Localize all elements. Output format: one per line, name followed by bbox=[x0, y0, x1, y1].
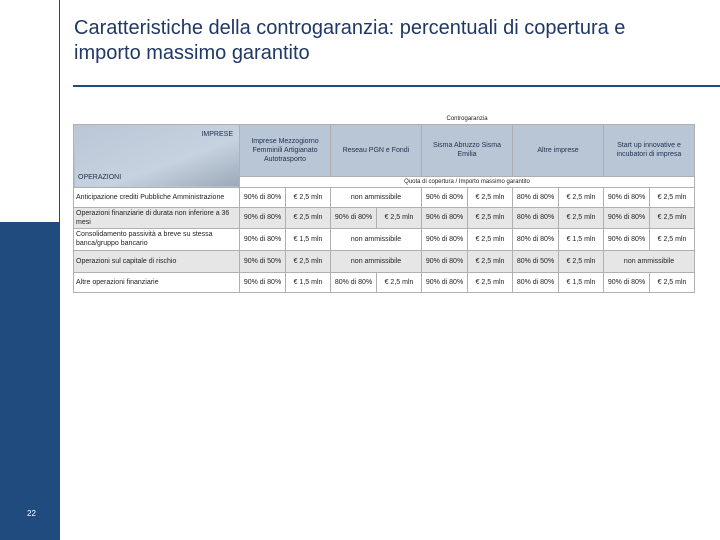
table-cell: 80% di 80% bbox=[331, 272, 377, 292]
table-cell: 90% di 80% bbox=[240, 207, 286, 228]
row-label: Anticipazione crediti Pubbliche Amministrazione bbox=[74, 187, 240, 207]
column-header: Sisma Abruzzo Sisma Emilia bbox=[422, 124, 513, 176]
row-label: Consolidamento passività a breve su stessa banca/gruppo bancario bbox=[74, 228, 240, 250]
table-cell: € 2,5 mln bbox=[377, 207, 422, 228]
table-cell: 80% di 80% bbox=[513, 187, 559, 207]
sidebar-bottom-panel bbox=[0, 222, 60, 540]
table-cell: 90% di 80% bbox=[604, 272, 650, 292]
table-cell: € 2,5 mln bbox=[559, 187, 604, 207]
table-top-spacer bbox=[74, 115, 240, 124]
table-subheader: Quota di copertura / Importo massimo garantito bbox=[240, 176, 695, 187]
table-group-header: Controgaranzia bbox=[240, 115, 695, 124]
table-cell: 80% di 80% bbox=[513, 228, 559, 250]
table-cell: 90% di 80% bbox=[604, 207, 650, 228]
table-cell: 90% di 80% bbox=[422, 187, 468, 207]
column-header: Reseau PGN e Fondi bbox=[331, 124, 422, 176]
row-label: Operazioni finanziarie di durata non inferiore a 36 mesi bbox=[74, 207, 240, 228]
column-header: Imprese Mezzogiorno Femminili Artigianato Autotrasporto bbox=[240, 124, 331, 176]
table-cell: 80% di 80% bbox=[513, 272, 559, 292]
table-cell: non ammissibile bbox=[331, 250, 422, 272]
table-cell: 90% di 80% bbox=[331, 207, 377, 228]
row-label: Operazioni sul capitale di rischio bbox=[74, 250, 240, 272]
table-cell: 90% di 80% bbox=[422, 272, 468, 292]
table-cell: € 2,5 mln bbox=[650, 187, 695, 207]
table-cell: € 2,5 mln bbox=[468, 250, 513, 272]
table-cell: 90% di 50% bbox=[240, 250, 286, 272]
table-cell: € 2,5 mln bbox=[468, 272, 513, 292]
table-cell: 90% di 80% bbox=[240, 187, 286, 207]
table-cell: € 2,5 mln bbox=[650, 228, 695, 250]
corner-label-imprese: IMPRESE bbox=[201, 130, 233, 138]
table-cell: 90% di 80% bbox=[604, 187, 650, 207]
table-cell: non ammissibile bbox=[331, 228, 422, 250]
table-cell: 80% di 80% bbox=[513, 207, 559, 228]
corner-label-operazioni: OPERAZIONI bbox=[78, 173, 122, 181]
table-cell: non ammissibile bbox=[604, 250, 695, 272]
table-cell: € 2,5 mln bbox=[650, 207, 695, 228]
column-header: Start up innovative e incubatori di impresa bbox=[604, 124, 695, 176]
table-cell: 90% di 80% bbox=[240, 228, 286, 250]
title-underline bbox=[73, 85, 720, 87]
slide-title: Caratteristiche della controgaranzia: percentuali di copertura e importo massimo garantito bbox=[74, 17, 626, 64]
column-header: Altre imprese bbox=[513, 124, 604, 176]
table-cell: € 1,5 mln bbox=[286, 272, 331, 292]
sidebar-top-panel bbox=[0, 0, 60, 222]
table-cell: non ammissibile bbox=[331, 187, 422, 207]
table-cell: € 2,5 mln bbox=[286, 187, 331, 207]
table-cell: 90% di 80% bbox=[604, 228, 650, 250]
row-label: Altre operazioni finanziarie bbox=[74, 272, 240, 292]
table-cell: 90% di 80% bbox=[422, 228, 468, 250]
table-cell: € 2,5 mln bbox=[468, 207, 513, 228]
table-cell: € 2,5 mln bbox=[286, 250, 331, 272]
table-cell: € 2,5 mln bbox=[559, 207, 604, 228]
table-cell: 90% di 80% bbox=[422, 250, 468, 272]
table-cell: 90% di 80% bbox=[240, 272, 286, 292]
table-cell: € 2,5 mln bbox=[286, 207, 331, 228]
table-cell: € 1,5 mln bbox=[286, 228, 331, 250]
table-cell: 90% di 80% bbox=[422, 207, 468, 228]
table-corner-cell bbox=[74, 124, 240, 187]
page-number: 22 bbox=[27, 509, 36, 518]
table-cell: € 2,5 mln bbox=[468, 228, 513, 250]
table-cell: € 1,5 mln bbox=[559, 272, 604, 292]
table-cell: € 1,5 mln bbox=[559, 228, 604, 250]
controgaranzia-table bbox=[73, 115, 695, 293]
table-cell: € 2,5 mln bbox=[559, 250, 604, 272]
table-cell: 80% di 50% bbox=[513, 250, 559, 272]
table-cell: € 2,5 mln bbox=[377, 272, 422, 292]
table-cell: € 2,5 mln bbox=[650, 272, 695, 292]
table-cell: € 2,5 mln bbox=[468, 187, 513, 207]
